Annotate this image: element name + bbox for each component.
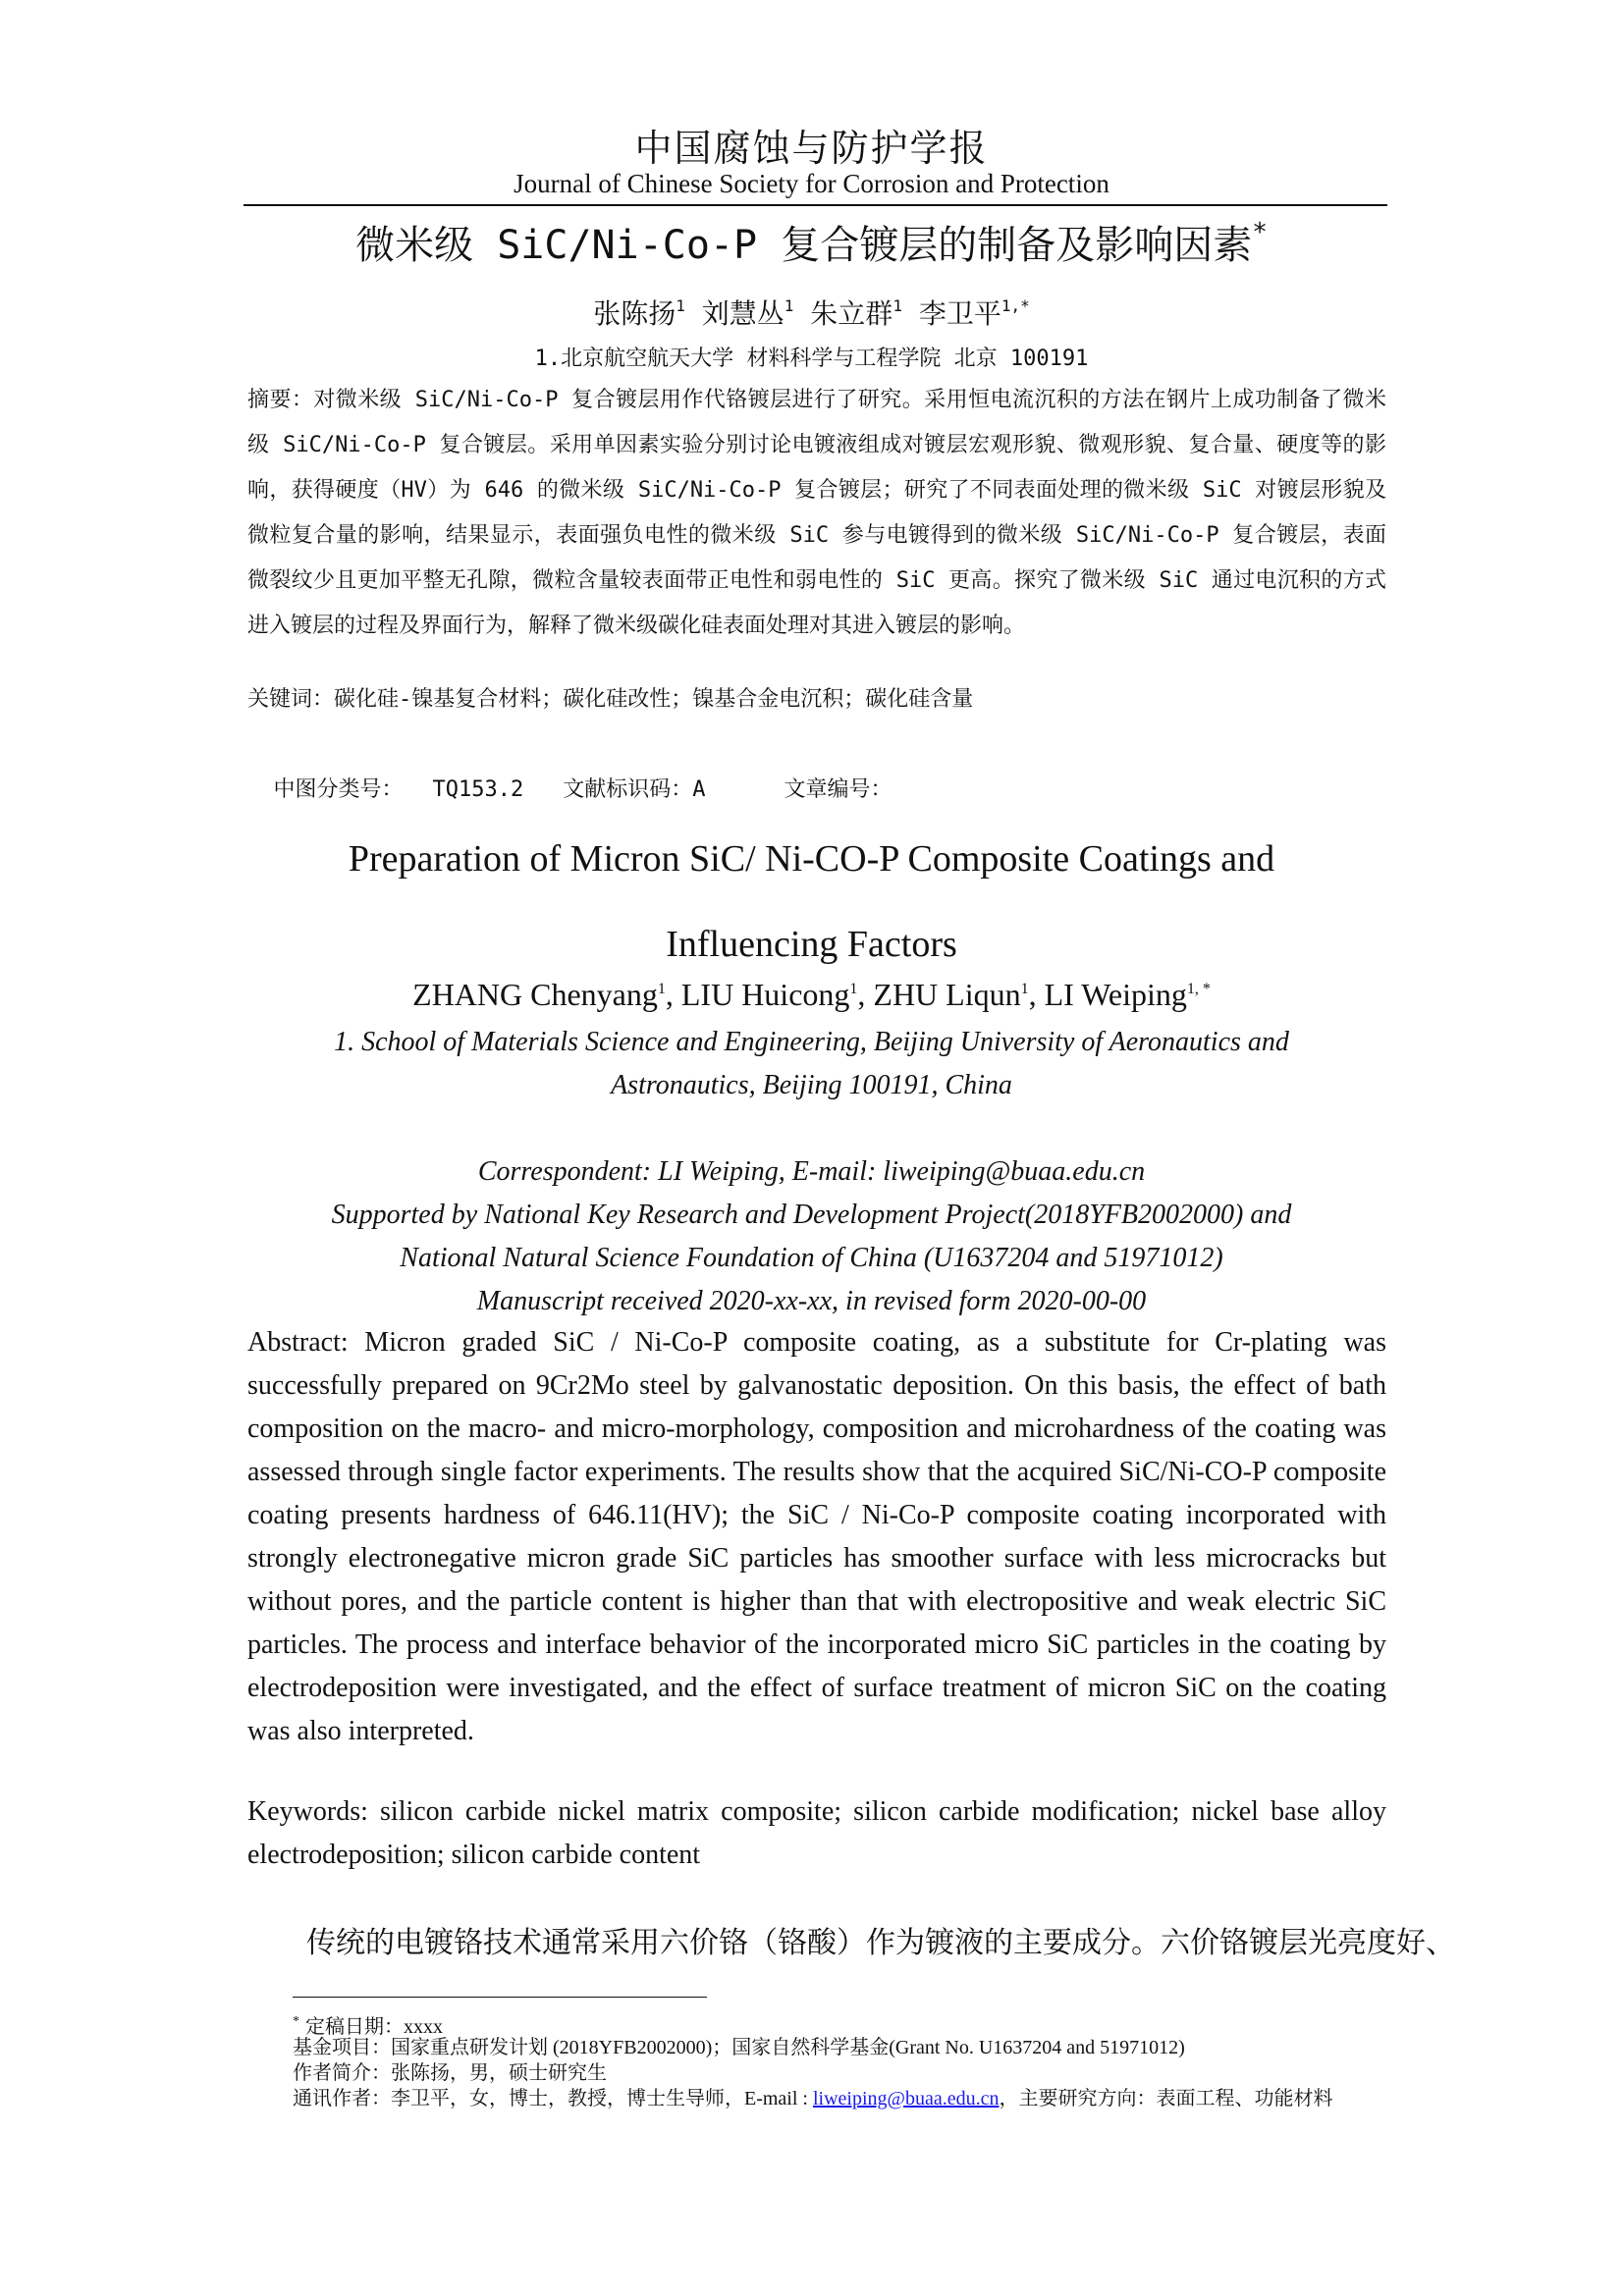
article-number-label: 文章编号： — [784, 777, 893, 802]
clc-value: TQ153.2 — [432, 777, 524, 802]
author-cn-affil-mark: 1 — [676, 296, 685, 315]
affiliation-en — [0, 1021, 1623, 1107]
author-cn-name: 刘慧丛 — [701, 297, 784, 330]
author-en-affil-mark: 1 — [849, 981, 858, 997]
authors-cn — [0, 293, 1623, 332]
journal-name-cn: 中国腐蚀与防护学报 — [634, 129, 989, 170]
clc-label: 中图分类号： — [273, 777, 404, 802]
author-cn-name: 李卫平 — [918, 297, 1001, 330]
title-cn — [0, 214, 1623, 270]
classification-row — [247, 722, 1386, 813]
abstract-cn: 摘要：对微米级 SiC/Ni-Co-P 复合镀层用作代铬镀层进行了研究。采用恒电流沉积的方法在钢片上成功制备了微米级 SiC/Ni-Co-P 复合镀层。采用单因素实验分别讨论电镀液组成对镀层宏观形貌、微观形貌、复合量、硬度等的影响，获得硬度（HV）为 646 的微米级 SiC/Ni-Co-P 复合镀层；研究了不同表面处理的微米级 SiC 对镀层形貌及微粒复合量的影响，结果显示，表面强负电性的微米级 SiC 参与电镀得到的微米级 SiC/Ni-Co-P 复合镀层，表面微裂纹少且更加平整无孔隙，微粒含量较表面带正电性和弱电性的 SiC 更高。探究了微米级 SiC 通过电沉积的方式进入镀层的过程及界面行为，解释了微米级碳化硅表面处理对其进入镀层的影响。 — [247, 388, 1386, 638]
funding-line: Supported by National Key Research and Development Project(2018YFB2002000) and — [331, 1200, 1292, 1230]
manuscript-dates: Manuscript received 2020-xx-xx, in revised form 2020-00-00 — [476, 1286, 1147, 1316]
abstract-en: Abstract: Micron graded SiC / Ni-Co-P composite coating, as a substitute for Cr-plating was successfully prepared on 9Cr2Mo steel by galvanostatic deposition. On this basis, the effect of bath composition on the macro- and micro-morphology, composition and microhardness of the coating was assessed through single factor experiments. The results show that the acquired SiC/Ni-CO-P composite coating presents hardness of 646.11(HV); the SiC / Ni-Co-P composite coating incorporated with strongly electronegative micron grade SiC particles has smoother surface with less microcracks but without pores, and the particle content is higher than that with electropositive and weak electric SiC particles. The process and interface behavior of the incorporated micro SiC particles in the coating by electrodeposition were investigated, and the effect of surface treatment of micron SiC on the coating was also interpreted. — [247, 1327, 1386, 1746]
affiliation-cn: 1.北京航空航天大学 材料科学与工程学院 北京 100191 — [534, 347, 1089, 371]
correspondent: Correspondent: LI Weiping, E-mail: liweiping@buaa.edu.cn — [477, 1156, 1146, 1187]
author-en-name: ZHU Liqun — [873, 977, 1021, 1012]
body-paragraph: 传统的电镀铬技术通常采用六价铬（铬酸）作为镀液的主要成分。六价铬镀层光亮度好、 — [306, 1926, 1455, 1960]
footnote-author-intro: 作者简介：张陈扬，男，硕士研究生 — [293, 2062, 607, 2084]
author-cn-name: 朱立群 — [810, 297, 893, 330]
title-en — [0, 817, 1623, 988]
footnote-contact — [293, 2085, 1402, 2112]
footnote-contact-suffix: ，主要研究方向：表面工程、功能材料 — [999, 2088, 1333, 2109]
keywords-en: Keywords: silicon carbide nickel matrix composite; silicon carbide modification; nickel base alloy electrodeposition; silicon carbide content — [247, 1796, 1386, 1870]
authors-en: ZHANG Chenyang$^1$, LIU Huicong$^1$, ZHU Liqun$^1$, LI Weiping$^{1, *}$ — [412, 977, 1211, 1012]
footnote-mark: * — [293, 2014, 299, 2029]
affiliation-en-line: 1. School of Materials Science and Engineering, Beijing University of Aeronautics and — [334, 1027, 1289, 1057]
keywords-cn: 关键词：碳化硅-镍基复合材料；碳化硅改性；镍基合金电沉积；碳化硅含量 — [247, 687, 974, 712]
funding-line: National Natural Science Foundation of China (U1637204 and 51971012) — [400, 1243, 1223, 1273]
email-link[interactable]: liweiping@buaa.edu.cn — [812, 2088, 1000, 2109]
author-en-affil-mark: 1 — [1020, 981, 1029, 997]
footnote-contact-prefix: 通讯作者：李卫平，女，博士，教授，博士生导师，E-mail : — [293, 2088, 813, 2109]
author-cn-affil-mark: 1 — [784, 296, 794, 315]
funding-statement — [0, 1194, 1623, 1280]
title-en-line: Influencing Factors — [666, 924, 957, 965]
author-en-affil-mark: 1 — [657, 981, 666, 997]
footnote-divider — [293, 1997, 707, 1998]
author-en-affil-mark: 1, * — [1186, 981, 1211, 997]
doc-code-value: A — [692, 777, 706, 802]
doc-code-label: 文献标识码： — [563, 777, 693, 802]
author-cn-affil-mark: 1,* — [1001, 296, 1030, 315]
journal-name-en: Journal of Chinese Society for Corrosion and Protection — [514, 169, 1109, 198]
author-cn-name: 张陈扬 — [593, 297, 676, 330]
header-divider — [243, 204, 1387, 206]
author-cn-affil-mark: 1 — [893, 296, 902, 315]
title-cn-footnote-mark: * — [1252, 218, 1268, 247]
title-cn-text: 微米级 SiC/Ni-Co-P 复合镀层的制备及影响因素 — [355, 223, 1253, 268]
author-en-name: LIU Huicong — [680, 977, 850, 1012]
affiliation-en-line: Astronautics, Beijing 100191, China — [611, 1070, 1012, 1100]
footnote-date-text: 定稿日期：xxxx — [305, 2016, 443, 2038]
author-en-name: LI Weiping — [1044, 977, 1187, 1012]
author-en-name: ZHANG Chenyang — [412, 977, 658, 1012]
title-en-line: Preparation of Micron SiC/ Ni-CO-P Composite Coatings and — [348, 838, 1275, 880]
footnote-funding: 基金项目：国家重点研发计划 (2018YFB2002000)；国家自然科学基金(Grant No. U1637204 and 51971012) — [293, 2037, 1185, 2058]
